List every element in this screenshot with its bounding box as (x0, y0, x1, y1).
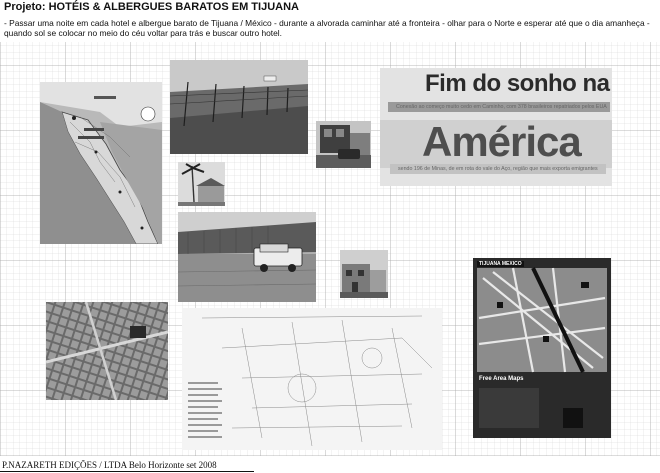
footer-underline (0, 471, 254, 472)
newspaper-subline: Conexão ao começo muito cedo em Caminho, com 378 brasileiros repatriados pelos EUA (396, 104, 607, 110)
newspaper-big-word: América (422, 118, 581, 165)
baja-california-map (40, 82, 162, 244)
building-photo (340, 250, 388, 298)
project-description: - Passar uma noite em cada hotel e albergue barato de Tijuana / México - durante a alvorada caminhar até a fronteira - olhar para o Norte e esperar até que o dia amanheça - quando sol se colocar no meio do céu voltar para trás e buscar outro hotel. (4, 18, 650, 38)
tijuana-map-legend: Free Area Maps (479, 376, 524, 382)
tijuana-map-label: TIJUANA MEXICO (479, 261, 522, 267)
tijuana-street-map (473, 258, 611, 438)
page-title: Projeto: HOTÉIS & ALBERGUES BARATOS EM TIJUANA (4, 1, 299, 13)
aerial-city-photo (46, 302, 168, 400)
newspaper-caption: sendo 196 de Minas, de em rota do vale do Aço, região que mais exporta emigrantes (398, 166, 598, 172)
footer-credit: P.NAZARETH EDIÇÕES / LTDA Belo Horizonte set 2008 (2, 460, 217, 470)
border-patrol-suv-photo (178, 212, 316, 302)
newspaper-headline: Fim do sonho na (425, 70, 610, 97)
border-fence-photo (170, 60, 308, 154)
palm-house-photo (178, 162, 225, 206)
city-plan-drawing (182, 308, 442, 450)
newspaper-clipping (380, 68, 612, 186)
street-car-photo (316, 121, 371, 168)
